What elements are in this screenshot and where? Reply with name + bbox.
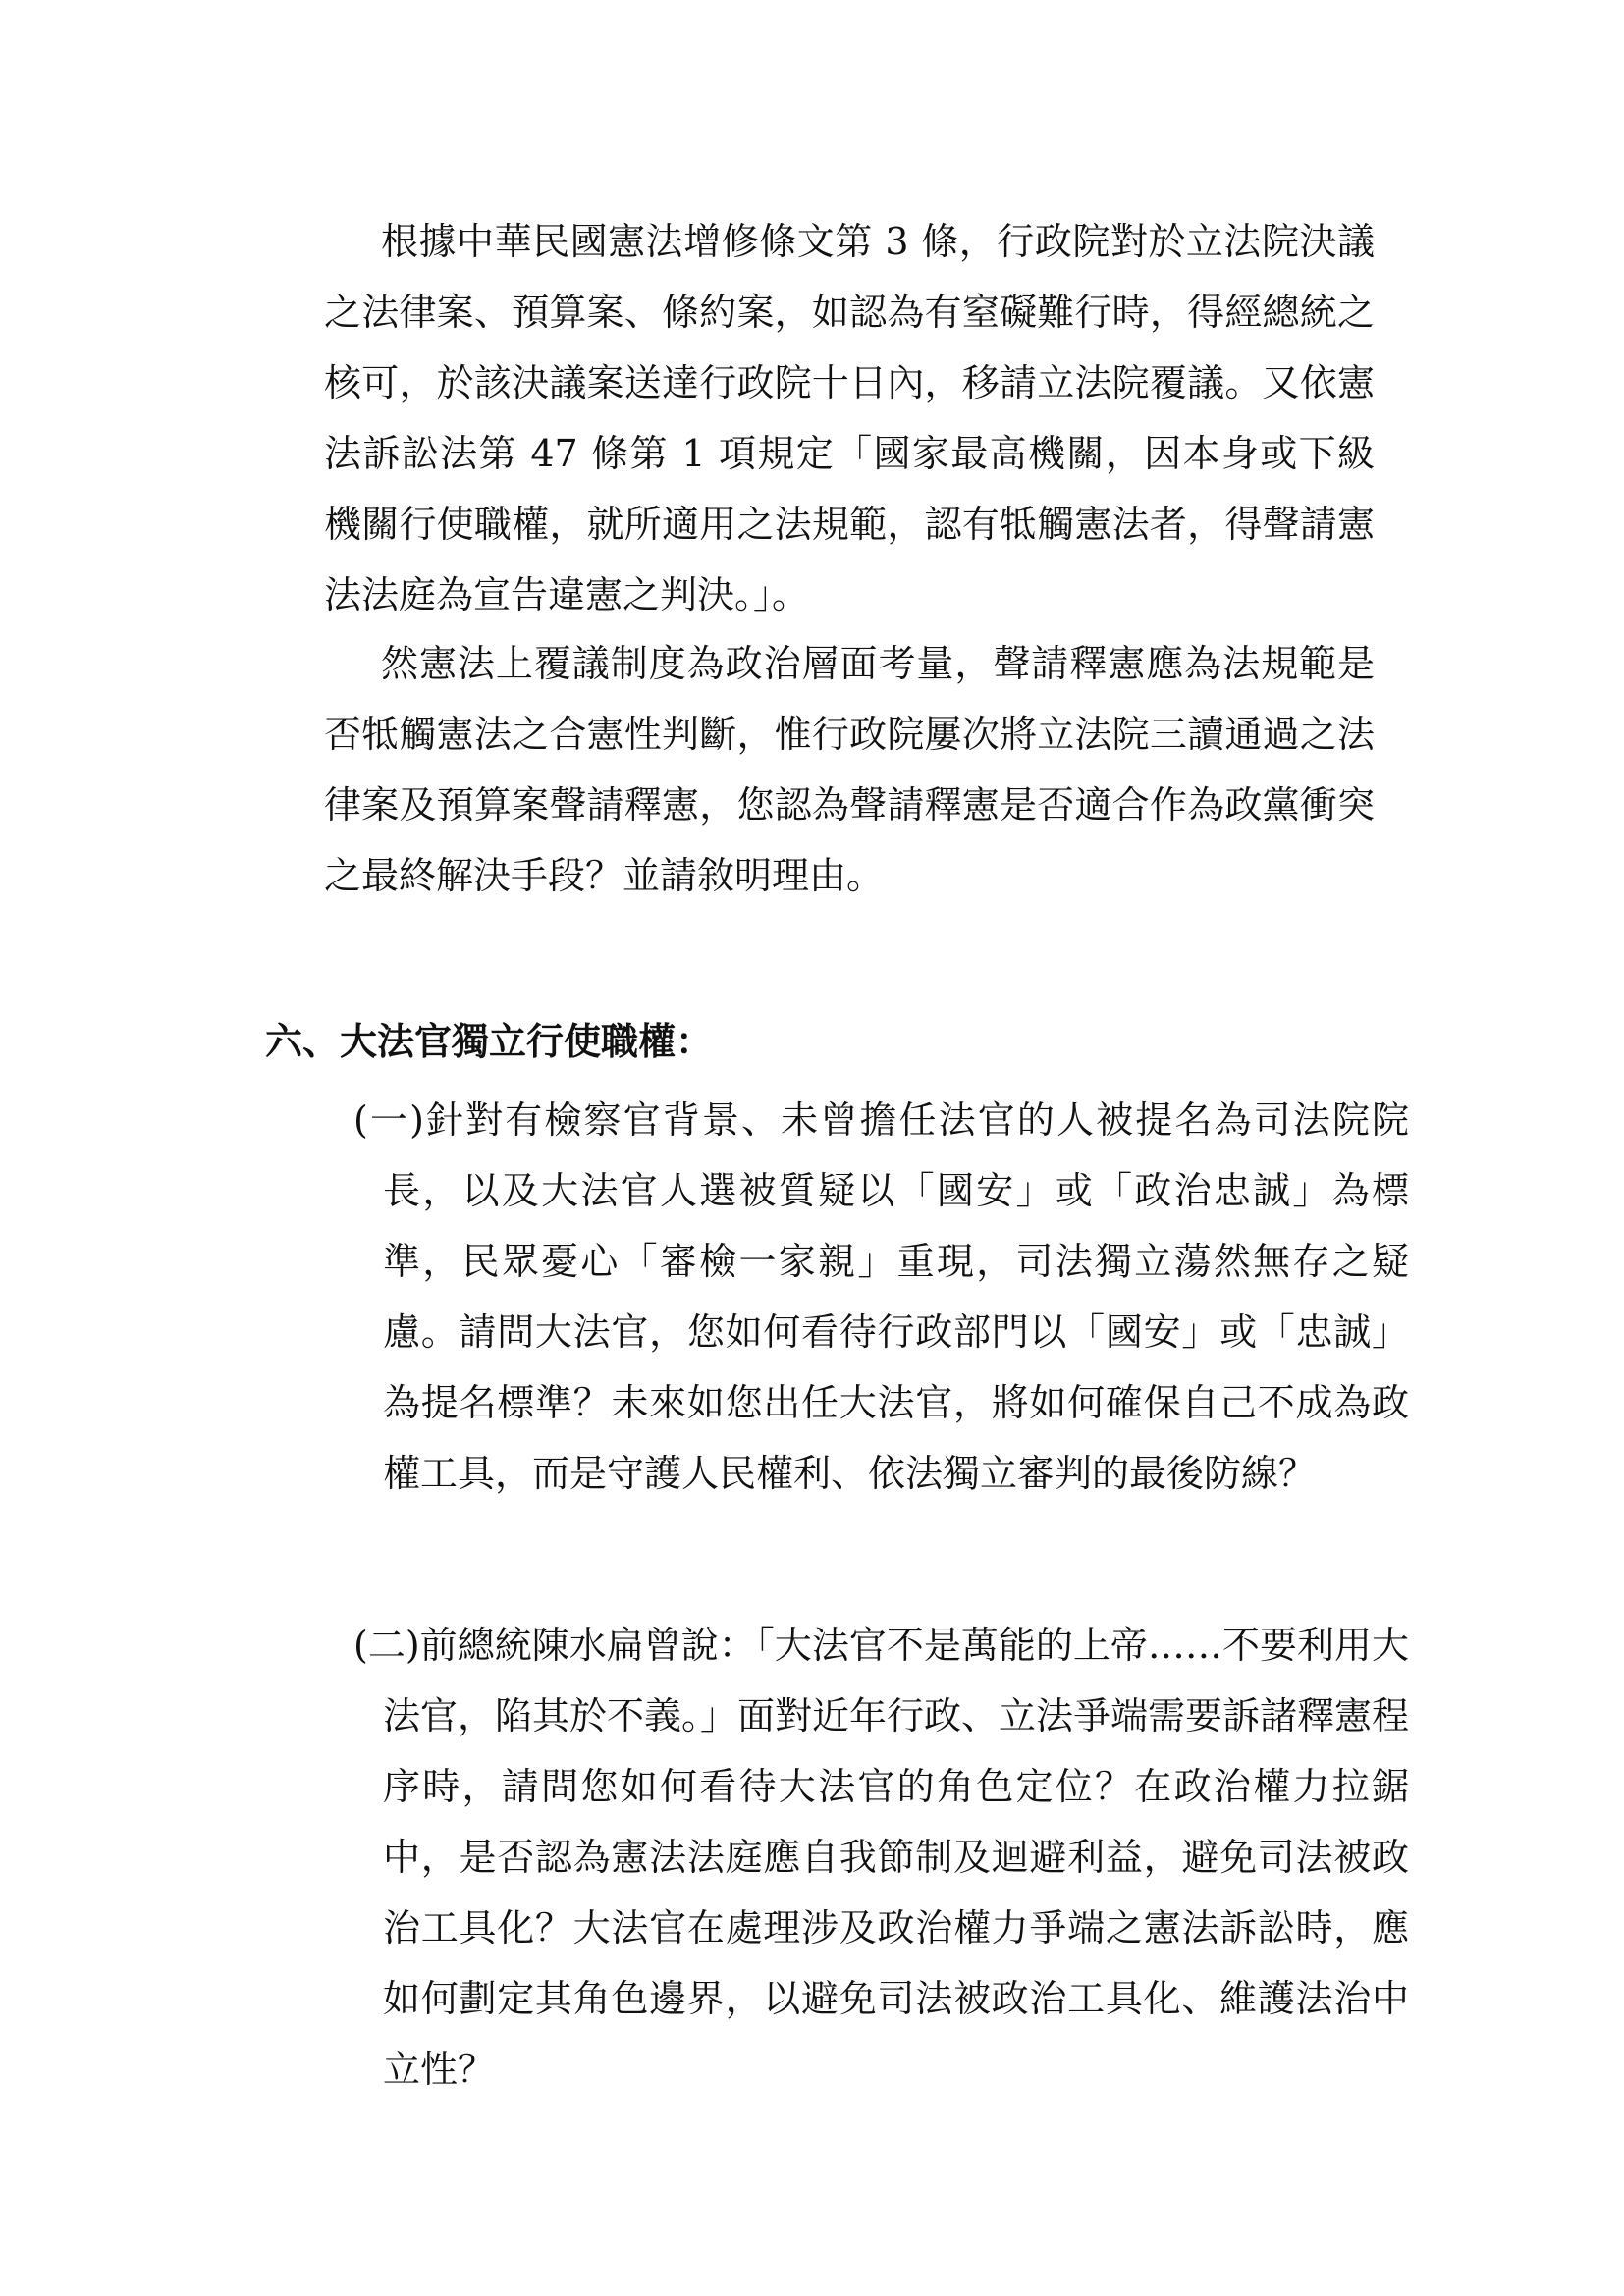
- section-item-2: (二)前總統陳水扁曾說：「大法官不是萬能的上帝……不要利用大法官，陷其於不義。」面對近年行政、立法爭端需要訴諸釋憲程序時，請問您如何看待大法官的角色定位？在政治權力拉鋸中，是否認為憲法法庭應自我節制及迴避利益，避免司法被政治工具化？大法官在處理涉及政治權力爭端之憲法訴訟時，應如何劃定其角色邊界，以避免司法被政治工具化、維護法治中立性？: [353, 1624, 1410, 2091]
- paragraph-question-constitutional-interpretation: 然憲法上覆議制度為政治層面考量，聲請釋憲應為法規範是否牴觸憲法之合憲性判斷，惟行政院屢次將立法院三讀通過之法律案及預算案聲請釋憲，您認為聲請釋憲是否適合作為政黨衝突之最終解決手段？並請敘明理由。: [324, 642, 1375, 897]
- section-item-1: (一)針對有檢察官背景、未曾擔任法官的人被提名為司法院院長，以及大法官人選被質疑以「國安」或「政治忠誠」為標準，民眾憂心「審檢一家親」重現，司法獨立蕩然無存之疑慮。請問大法官，您如何看待行政部門以「國安」或「忠誠」為提名標準？未來如您出任大法官，將如何確保自己不成為政權工具，而是守護人民權利、依法獨立審判的最後防線？: [353, 1098, 1409, 1495]
- paragraph-constitutional-reconsideration: 根據中華民國憲法增修條文第 3 條，行政院對於立法院決議之法律案、預算案、條約案，如認為有窒礙難行時，得經總統之核可，於該決議案送達行政院十日內，移請立法院覆議。又依憲法訴訟法第 47 條第 1 項規定「國家最高機關，因本身或下級機關行使職權，就所適用之法規範，認有牴觸憲法者，得聲請憲法法庭為宣告違憲之判決。」。: [324, 220, 1375, 616]
- section-heading: 六、大法官獨立行使職權：: [265, 1019, 714, 1063]
